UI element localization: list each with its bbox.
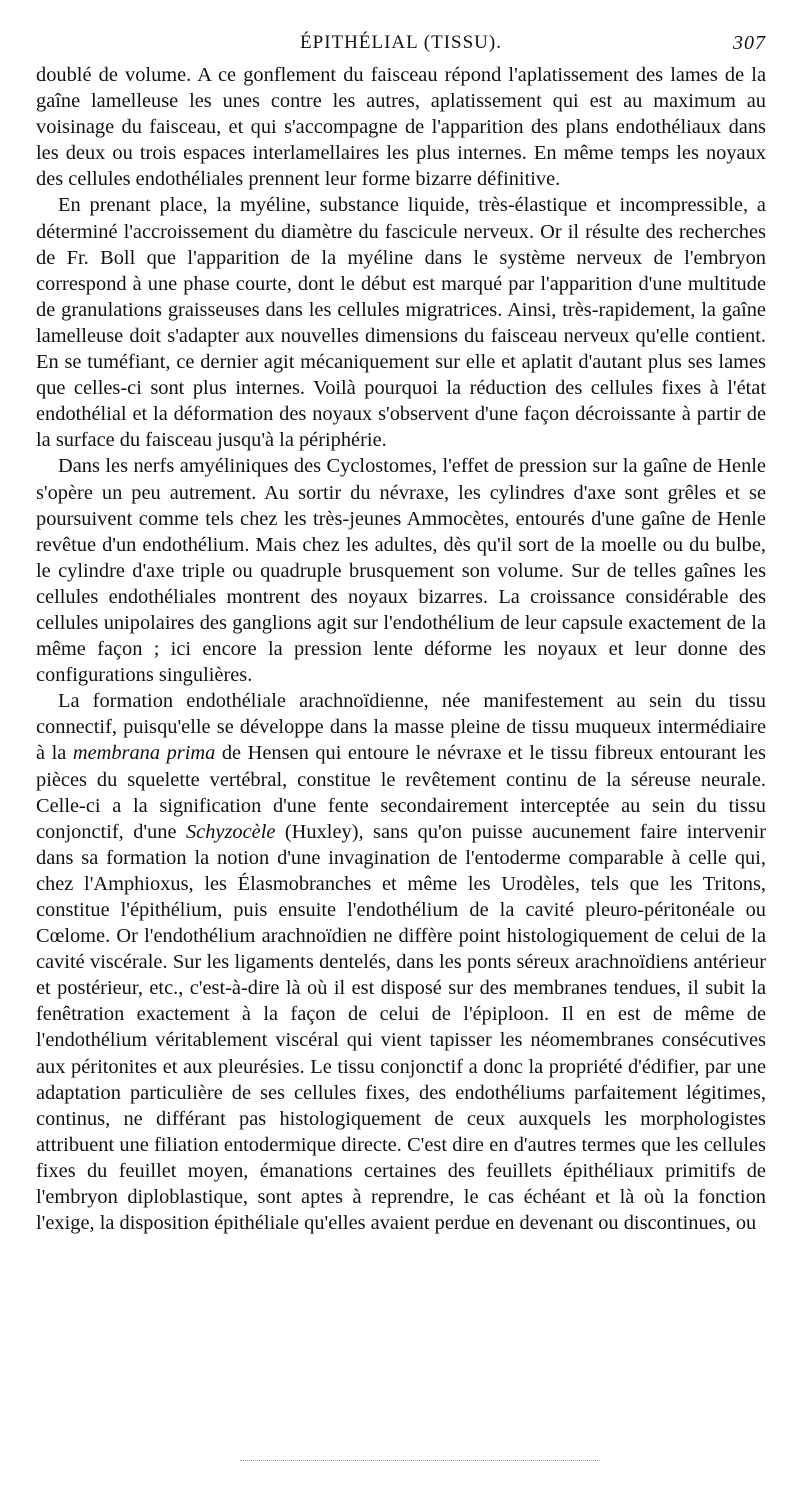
paragraph-4-text-middle: de Hensen qui entoure le névraxe et le tissu fibreux entourant les pièces du squelette vertébral, constitue le revêtement continu de la séreuse neurale. Celle-ci a la signification d'une fente secondairement interceptée au sein du tissu conjonctif, d'une <box>36 742 766 843</box>
paragraph-2: En prenant place, la myéline, substance liquide, très-élastique et incompressible, a déterminé l'accroissement du diamètre du fascicule nerveux. Or il résulte des recherches de Fr. Boll que l'apparition de la myéline dans le système nerveux de l'embryon correspond à une phase courte, dont le début est marqué par l'apparition d'une multitude de granulations graisseuses dans les cellules migratrices. Ainsi, très-rapidement, la gaîne lamelleuse doit s'adapter aux nouvelles dimensions du faisceau nerveux qu'elle contient. En se tuméfiant, ce dernier agit mécaniquement sur elle et aplatit d'autant plus ses lames que celles-ci sont plus internes. Voilà pourquoi la réduction des cellules fixes à l'état endothélial et la déformation des noyaux s'observent d'une façon décroissante à partir de la surface du faisceau jusqu'à la périphérie. <box>36 194 766 452</box>
paragraph-1: doublé de volume. A ce gonflement du faisceau répond l'aplatissement des lames de la gaîne lamelleuse les unes contre les autres, aplatissement qui est au maximum au voisinage du faisceau, et qui s'accompagne de l'apparition des plans endothéliaux dans les deux ou trois espaces interlamellaires les plus internes. En même temps les noyaux des cellules endothéliales prennent leur forme bizarre définitive. <box>36 64 766 191</box>
bottom-rule <box>240 1460 600 1461</box>
body-text <box>36 62 766 1236</box>
running-title: ÉPITHÉLIAL (TISSU). <box>300 32 502 53</box>
running-head <box>36 28 766 62</box>
italic-term-schyzocele: Schyzocèle <box>185 820 276 843</box>
paragraph-4-text-before: La formation endothéliale arachnoïdienne, née manifestement au sein du tissu connectif, puisqu'elle se développe dans la masse pleine de tissu muqueux intermédiaire à la <box>36 690 766 765</box>
document-page <box>36 28 766 1236</box>
paragraph-4 <box>36 688 766 1236</box>
paragraph-3: Dans les nerfs amyéliniques des Cyclostomes, l'effet de pression sur la gaîne de Henle s'opère un peu autrement. Au sortir du névraxe, les cylindres d'axe sont grêles et se poursuivent comme tels chez les très-jeunes Ammocètes, entourés d'une gaîne de Henle revêtue d'un endothélium. Mais chez les adultes, dès qu'il sort de la moelle ou du bulbe, le cylindre d'axe triple ou quadruple brusquement son volume. Sur de telles gaînes les cellules endothéliales montrent des noyaux bizarres. La croissance considérable des cellules unipolaires des ganglions agit sur l'endothélium de leur capsule exactement de la même façon ; ici encore la pression lente déforme les noyaux et leur donne des configurations singulières. <box>36 455 766 687</box>
page-number: 307 <box>733 32 766 54</box>
italic-term-membrana-prima: membrana prima <box>72 742 216 765</box>
paragraph-4-text-after: (Huxley), sans qu'on puisse aucunement faire intervenir dans sa formation la notion d'une invagination de l'entoderme comparable à celle qui, chez l'Amphioxus, les Élasmobranches et même les Urodèles, tels que les Tritons, constitue l'épithélium, puis ensuite l'endothélium de la cavité pleuro-péritonéale ou Cœlome. Or l'endothélium arachnoïdien ne diffère point histologiquement de celui de la cavité viscérale. Sur les ligaments dentelés, dans les ponts séreux arachnoïdiens antérieur et postérieur, etc., c'est-à-dire là où il est disposé sur des membranes tendues, il subit la fenêtration exactement à la façon de celui de l'épiploon. Il en est de même de l'endothélium véritablement viscéral qui vient tapisser les néomembranes consécutives aux péritonites et aux pleurésies. Le tissu conjonctif a donc la propriété d'édifier, par une adaptation particulière de ses cellules fixes, des endothéliums parfaitement légitimes, continus, ne différant pas histologiquement de ceux auxquels les morphologistes attribuent une filiation entodermique directe. C'est dire en d'autres termes que les cellules fixes du feuillet moyen, émanations certaines des feuillets épithéliaux primitifs de l'embryon diploblastique, sont aptes à reprendre, le cas échéant et là où la fonction l'exige, la disposition épithéliale qu'elles avaient perdue en devenant ou discontinues, ou <box>36 820 766 1235</box>
